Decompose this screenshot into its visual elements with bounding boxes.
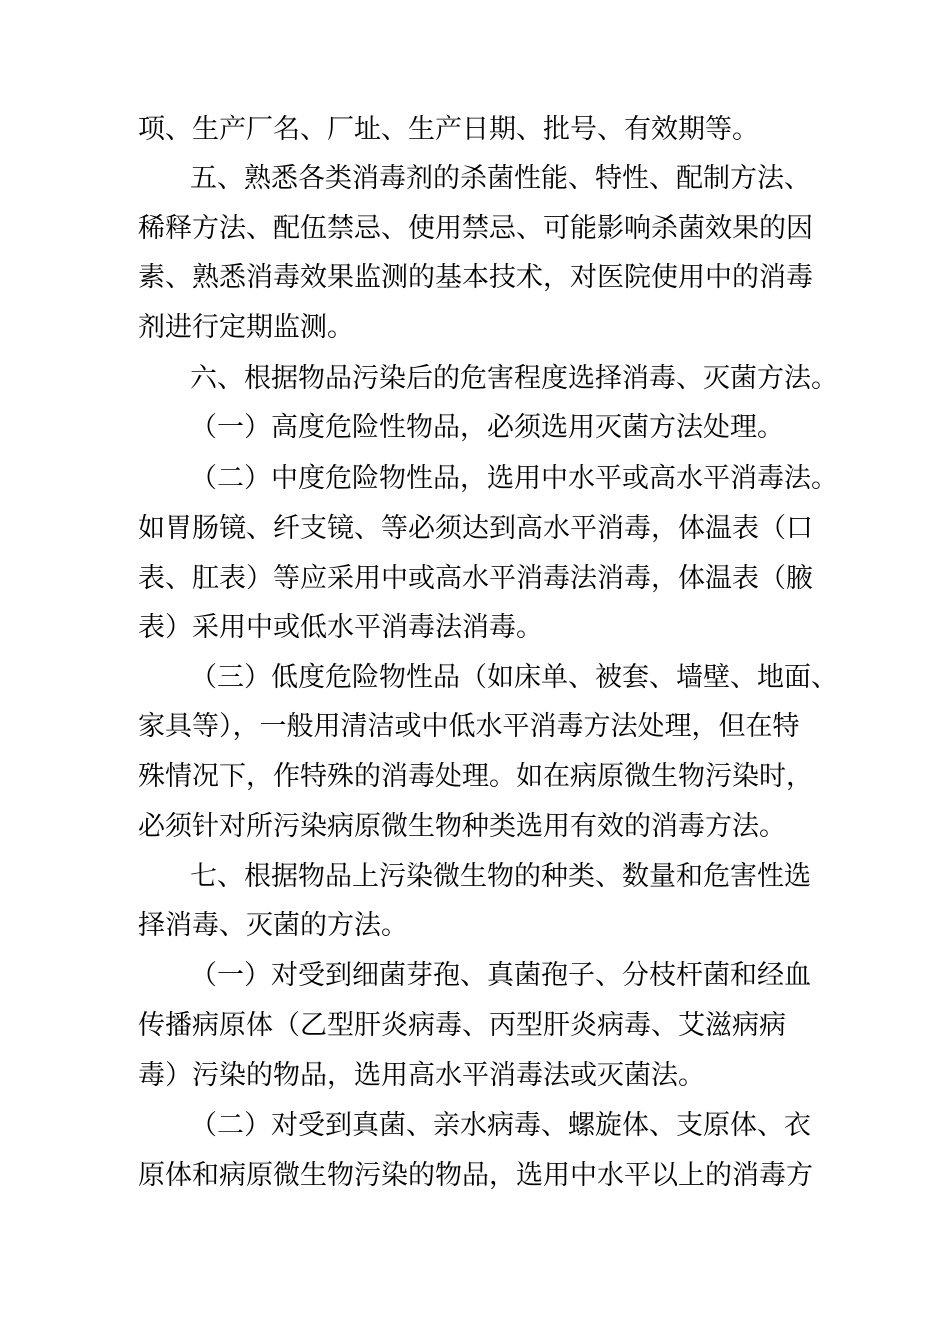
text-line-2: 五、熟悉各类消毒剂的杀菌性能、特性、配制方法、 — [190, 163, 811, 194]
text-line-8: （二）中度危险物性品，选用中水平或高水平消毒法。 — [190, 463, 838, 494]
text-line-17: 择消毒、灭菌的方法。 — [138, 910, 408, 941]
text-line-18: （一）对受到细菌芽孢、真菌孢子、分枝杆菌和经血 — [190, 960, 811, 991]
text-line-3: 稀释方法、配伍禁忌、使用禁忌、可能影响杀菌效果的因 — [138, 213, 813, 244]
text-line-1: 项、生产厂名、厂址、生产日期、批号、有效期等。 — [138, 114, 759, 145]
text-line-5: 剂进行定期监测。 — [138, 312, 354, 343]
text-line-11: 表）采用中或低水平消毒法消毒。 — [138, 612, 543, 643]
text-line-9: 如胃肠镜、纤支镜、等必须达到高水平消毒，体温表（口 — [138, 513, 813, 544]
text-line-6: 六、根据物品污染后的危害程度选择消毒、灭菌方法。 — [190, 363, 838, 394]
text-line-12: （三）低度危险物性品（如床单、被套、墙壁、地面、 — [190, 662, 838, 693]
text-line-13: 家具等），一般用清洁或中低水平消毒方法处理，但在特 — [138, 711, 800, 742]
text-line-4: 素、熟悉消毒效果监测的基本技术，对医院使用中的消毒 — [138, 262, 813, 293]
text-line-14: 殊情况下，作特殊的消毒处理。如在病原微生物污染时， — [138, 761, 813, 792]
text-line-21: （二）对受到真菌、亲水病毒、螺旋体、支原体、衣 — [190, 1110, 811, 1141]
text-line-7: （一）高度危险性物品，必须选用灭菌方法处理。 — [190, 412, 784, 443]
text-line-15: 必须针对所污染病原微生物种类选用有效的消毒方法。 — [138, 811, 786, 842]
text-line-19: 传播病原体（乙型肝炎病毒、丙型肝炎病毒、艾滋病病 — [138, 1010, 786, 1041]
text-line-16: 七、根据物品上污染微生物的种类、数量和危害性选 — [190, 861, 811, 892]
text-line-10: 表、肛表）等应采用中或高水平消毒法消毒，体温表（腋 — [138, 563, 813, 594]
text-line-20: 毒）污染的物品，选用高水平消毒法或灭菌法。 — [138, 1060, 705, 1091]
text-line-22: 原体和病原微生物污染的物品，选用中水平以上的消毒方 — [138, 1160, 813, 1191]
